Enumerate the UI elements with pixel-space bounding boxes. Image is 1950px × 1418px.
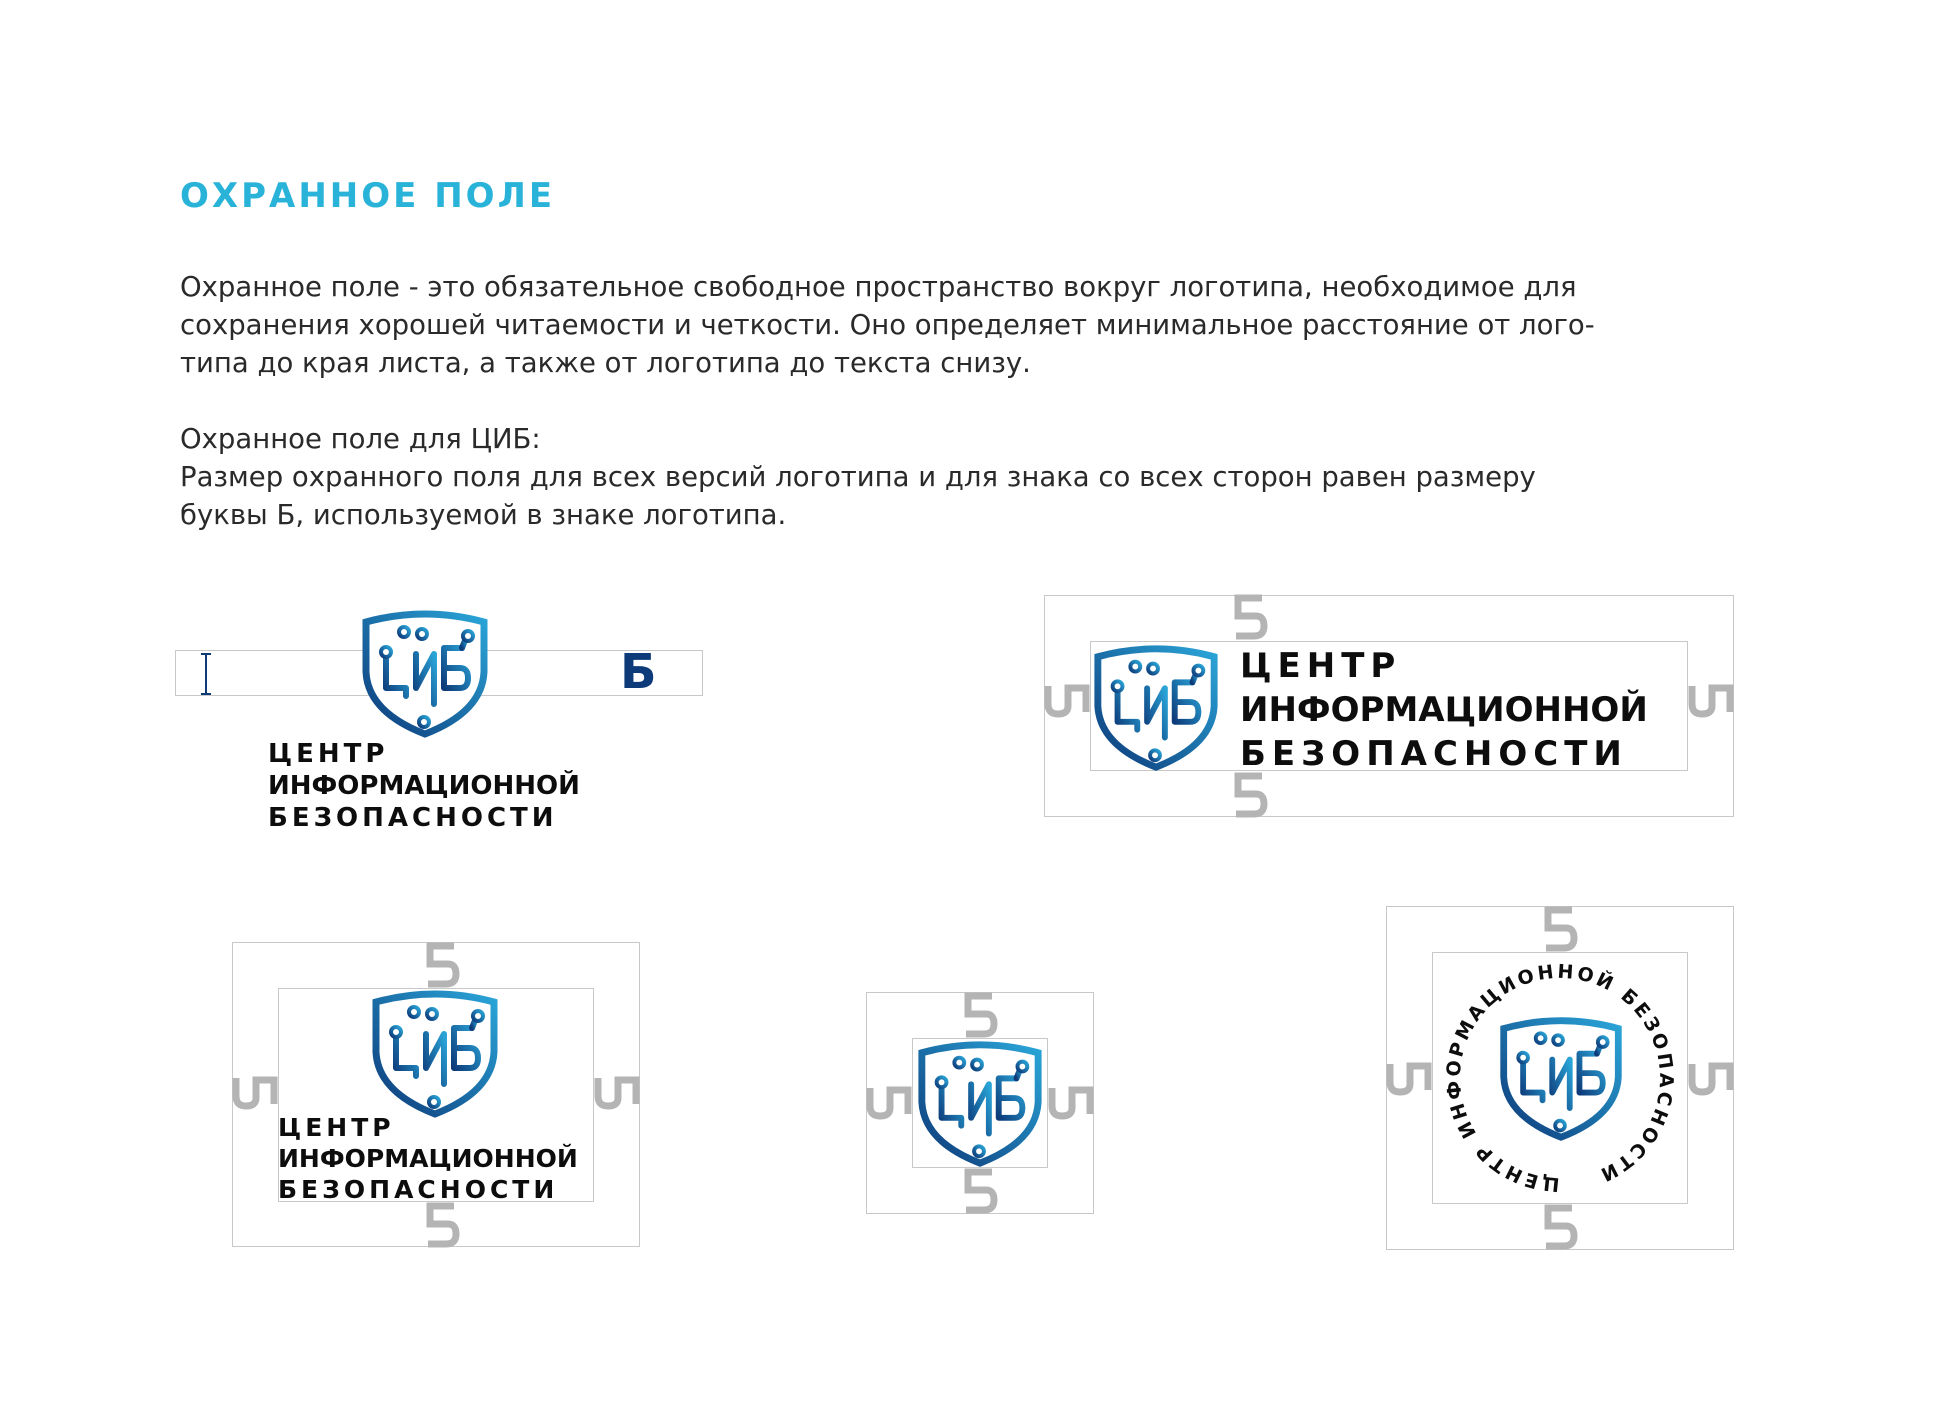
wordmark-line3: БЕЗОПАСНОСТИ [268, 803, 558, 833]
rule-line: Охранное поле для ЦИБ: [180, 423, 541, 455]
guide-glyph-icon [424, 942, 460, 988]
ring-text: ЦЕНТР ИНФОРМАЦИОННОЙ БЕЗОПАСНОСТИ [1442, 960, 1678, 1196]
intro-line: сохранения хорошей читаемости и четкости. Оно определяет минимальное расстояние от лого- [180, 309, 1595, 341]
guide-glyph-icon [232, 1074, 278, 1110]
logo-wordmark [1240, 644, 1648, 776]
rule-paragraph [180, 420, 1800, 534]
guide-glyph-icon [962, 992, 998, 1038]
shield-logo-icon [1494, 1014, 1628, 1142]
wordmark-line3: БЕЗОПАСНОСТИ [1240, 734, 1628, 774]
wordmark-line2: ИНФОРМАЦИОННОЙ [278, 1144, 578, 1173]
page-title: ОХРАННОЕ ПОЛЕ [180, 176, 556, 216]
wordmark-line2: ИНФОРМАЦИОННОЙ [1240, 690, 1648, 730]
intro-line: Охранное поле - это обязательное свободное пространство вокруг логотипа, необходимое для [180, 271, 1577, 303]
shield-logo-icon [912, 1038, 1048, 1168]
guide-glyph-icon [962, 1168, 998, 1214]
shield-logo-icon [366, 988, 504, 1118]
shield-logo-icon [1088, 642, 1224, 772]
guide-glyph-icon [1232, 772, 1268, 818]
intro-line: типа до края листа, а также от логотипа до текста снизу. [180, 347, 1031, 379]
wordmark-line2: ИНФОРМАЦИОННОЙ [268, 771, 580, 801]
guide-glyph-icon [1688, 682, 1734, 718]
measure-bracket-icon [199, 652, 213, 696]
guide-glyph-icon [1688, 1060, 1734, 1096]
intro-paragraph [180, 268, 1800, 382]
wordmark-line1: ЦЕНТР [1240, 646, 1402, 686]
guide-glyph-icon [1542, 1204, 1578, 1250]
wordmark-line3: БЕЗОПАСНОСТИ [278, 1175, 559, 1204]
logo-wordmark [268, 738, 580, 834]
guide-glyph-icon [424, 1202, 460, 1248]
rule-line: Размер охранного поля для всех версий логотипа и для знака со всех сторон равен размеру [180, 461, 1536, 493]
guide-glyph-icon [1048, 1084, 1094, 1120]
guide-glyph-icon [1386, 1060, 1432, 1096]
guide-glyph-icon [1542, 906, 1578, 952]
guide-glyph-icon [866, 1084, 912, 1120]
guide-glyph-icon [1232, 594, 1268, 640]
rule-line: буквы Б, используемой в знаке логотипа. [180, 499, 787, 531]
guide-glyph-icon [594, 1074, 640, 1110]
shield-logo-icon [356, 608, 494, 738]
wordmark-line1: ЦЕНТР [278, 1113, 395, 1142]
wordmark-line1: ЦЕНТР [268, 739, 389, 769]
logo-wordmark [278, 1112, 578, 1205]
measure-letter: Б [620, 644, 657, 700]
guide-glyph-icon [1044, 682, 1090, 718]
